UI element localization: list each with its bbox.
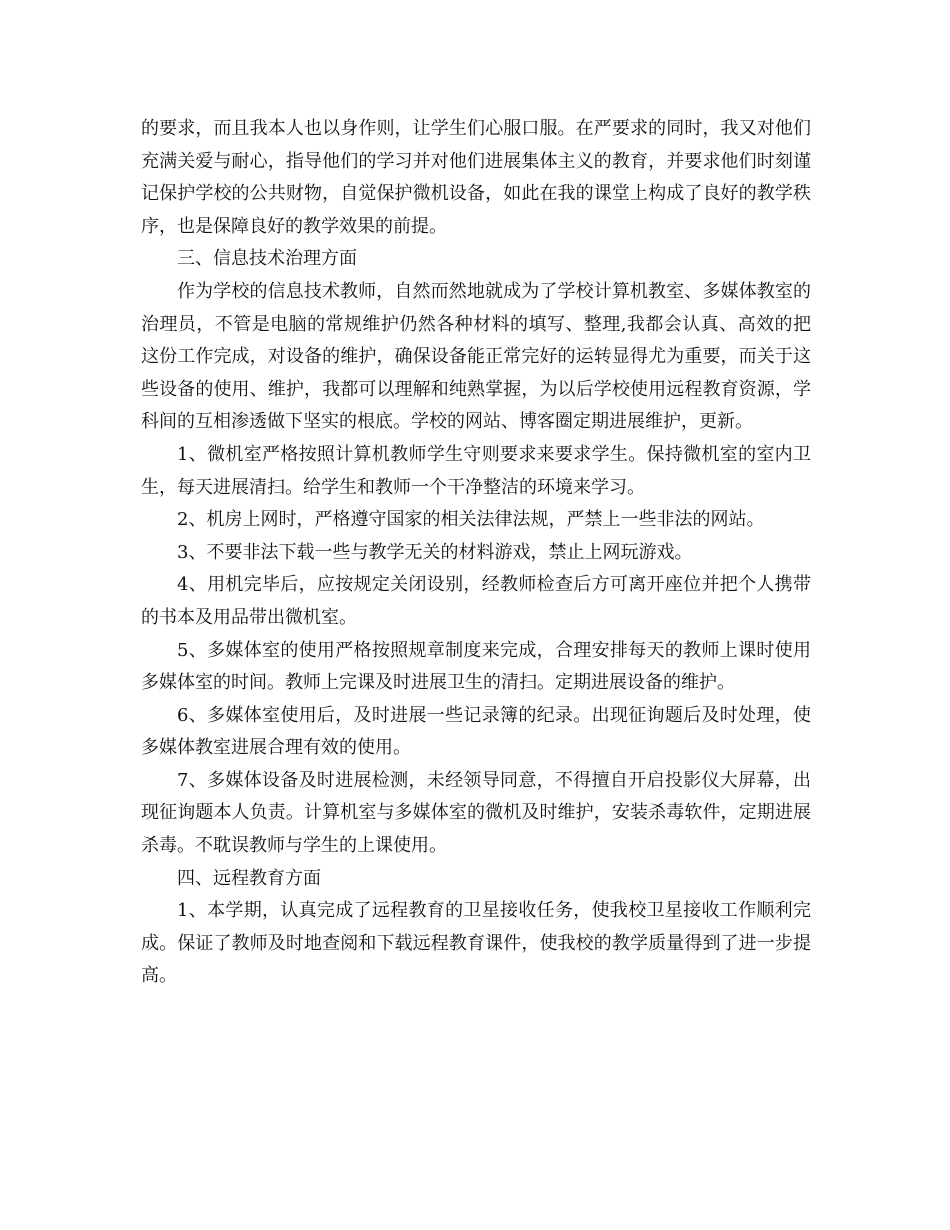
section-heading-info-tech: 三、信息技术治理方面 <box>177 248 357 270</box>
document-body <box>141 113 811 993</box>
list-item-3: 3、不要非法下载一些与教学无关的材料游戏，禁止上网玩游戏。 <box>177 541 693 563</box>
list-item-5: 5、多媒体室的使用严格按照规章制度来完成，合理安排每天的教师上课时使用多媒体室的时间。教师上完课及时进展卫生的清扫。定期进展设备的维护。 <box>141 639 811 694</box>
paragraph-continuation: 的要求，而且我本人也以身作则，让学生们心服口服。在严要求的同时，我又对他们充满关爱与耐心，指导他们的学习并对他们进展集体主义的教育，并要求他们时刻谨记保护学校的公共财物，自觉保护微机设备，如此在我的课堂上构成了良好的教学秩序，也是保障良好的教学效果的前提。 <box>141 118 811 237</box>
list-item-2: 2、机房上网时，严格遵守国家的相关法律法规，严禁上一些非法的网站。 <box>177 509 765 531</box>
list-item-4: 4、用机完毕后，应按规定关闭设别，经教师检查后方可离开座位并把个人携带的书本及用品带出微机室。 <box>141 574 811 628</box>
paragraph-info-tech-intro: 作为学校的信息技术教师，自然而然地就成为了学校计算机教室、多媒体教室的治理员，不管是电脑的常规维护仍然各种材料的填写、整理,我都会认真、高效的把这份工作完成，对设备的维护，确保设备能正常完好的运转显得尤为重要，而关于这些设备的使用、维护，我都可以理解和纯熟掌握，为以后学校使用远程教育资源，学科间的互相渗透做下坚实的根底。学校的网站、博客圈定期进展维护，更新。 <box>141 280 811 433</box>
list-item-1: 1、微机室严格按照计算机教师学生守则要求来要求学生。保持微机室的室内卫生，每天进展清扫。给学生和教师一个干净整洁的环境来学习。 <box>141 443 811 498</box>
list-item-6: 6、多媒体室使用后，及时进展一些记录簿的纪录。出现征询题后及时处理，使多媒体教室进展合理有效的使用。 <box>141 704 811 759</box>
list-item-7: 7、多媒体设备及时进展检测，未经领导同意，不得擅自开启投影仪大屏幕，出现征询题本人负责。计算机室与多媒体室的微机及时维护，安装杀毒软件，定期进展杀毒。不耽误教师与学生的上课使用。 <box>141 769 811 857</box>
section-heading-remote-education: 四、远程教育方面 <box>177 867 321 889</box>
remote-education-item-1: 1、本学期，认真完成了远程教育的卫星接收任务，使我校卫星接收工作顺利完成。保证了教师及时地查阅和下载远程教育课件，使我校的教学质量得到了进一步提高。 <box>141 900 811 987</box>
